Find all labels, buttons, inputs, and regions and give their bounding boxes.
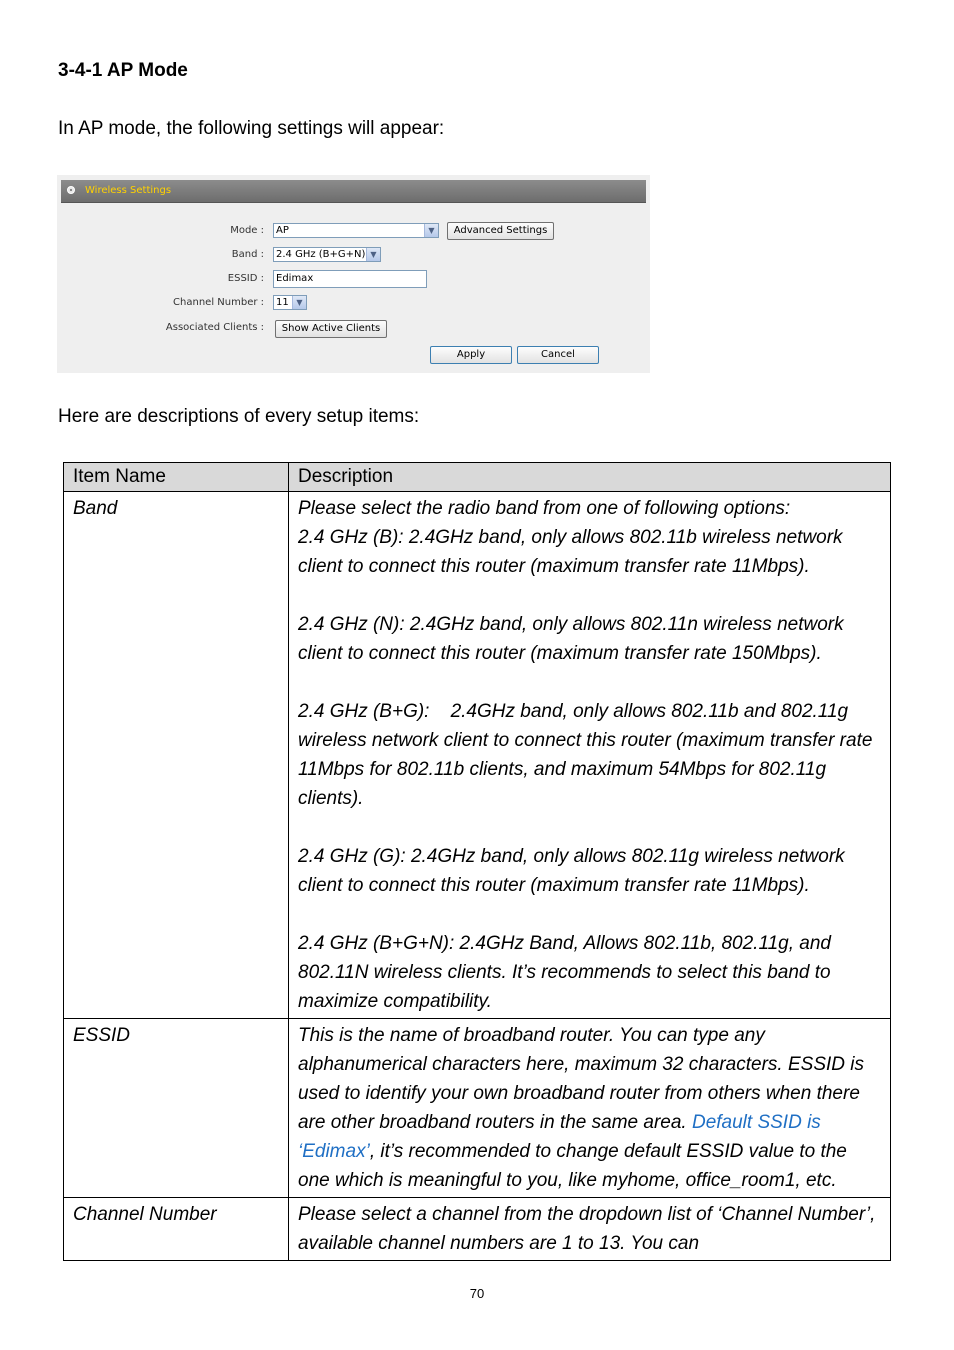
band-option-b: 2.4 GHz (B): 2.4GHz band, only allows 802.11b wireless network client to connect this router (maximum transfer rate 11Mbps).: [298, 527, 843, 577]
channel-value: 11: [276, 297, 289, 308]
band-label: Band :: [231, 249, 264, 260]
advanced-settings-button[interactable]: Advanced Settings: [447, 222, 554, 240]
intro-text: In AP mode, the following settings will appear:: [58, 118, 445, 139]
header-description: Description: [289, 463, 891, 492]
item-name-channel: Channel Number: [64, 1198, 289, 1261]
band-option-bgn: 2.4 GHz (B+G+N): 2.4GHz Band, Allows 802.11b, 802.11g, and 802.11N wireless clients. It’s recommends to select this band to maximize compatibility.: [298, 933, 832, 1012]
band-intro: Please select the radio band from one of following options:: [298, 498, 791, 519]
essid-label: ESSID :: [227, 273, 264, 284]
table-row: [64, 1198, 891, 1261]
chevron-down-icon: ▼: [424, 224, 438, 237]
mode-value: AP: [276, 225, 289, 236]
essid-text-before: This is the name of broadband router. You can type any alphanumerical characters here, maximum 32 characters. ESSID is used to identify your own broadband router from others when there are other broadband routers in the same area.: [298, 1025, 865, 1133]
band-select[interactable]: [273, 247, 381, 262]
apply-button[interactable]: Apply: [430, 346, 512, 364]
band-option-g: 2.4 GHz (G): 2.4GHz band, only allows 802.11g wireless network client to connect this router (maximum transfer rate 11Mbps).: [298, 846, 845, 896]
setup-items-table: [63, 462, 891, 1261]
channel-label: Channel Number :: [173, 297, 264, 308]
essid-default-highlight: Default SSID is ‘Edimax’: [298, 1112, 821, 1162]
header-item-name: Item Name: [64, 463, 289, 492]
section-heading: 3-4-1 AP Mode: [58, 60, 188, 81]
band-option-bg: 2.4 GHz (B+G): 2.4GHz band, only allows 802.11b and 802.11g wireless network client to connect this router (maximum transfer rate 11Mbps for 802.11b clients, and maximum 54Mbps for 802.11g clients).: [298, 701, 878, 809]
show-active-clients-button[interactable]: Show Active Clients: [275, 320, 387, 338]
essid-text-after: , it’s recommended to change default ESSID value to the one which is meaningful to you, like myhome, office_room1, etc.: [298, 1141, 847, 1191]
essid-input[interactable]: Edimax: [273, 270, 427, 288]
table-header-row: [64, 463, 891, 492]
item-desc-band: [289, 492, 891, 1019]
mode-select[interactable]: [273, 223, 439, 238]
descriptions-intro: Here are descriptions of every setup items:: [58, 406, 420, 427]
panel-title: Wireless Settings: [85, 185, 172, 196]
chevron-down-icon: ▼: [366, 248, 380, 261]
wireless-settings-screenshot: [57, 175, 650, 373]
panel-title-bar: [61, 180, 646, 203]
item-desc-essid: [289, 1019, 891, 1198]
item-desc-channel: Please select a channel from the dropdown list of ‘Channel Number’, available channel numbers are 1 to 13. You can: [289, 1198, 891, 1261]
channel-select[interactable]: [273, 295, 307, 310]
bullet-icon: [67, 186, 75, 194]
band-option-n: 2.4 GHz (N): 2.4GHz band, only allows 802.11n wireless network client to connect this router (maximum transfer rate 150Mbps).: [298, 614, 844, 664]
mode-label: Mode :: [230, 225, 264, 236]
item-name-essid: ESSID: [64, 1019, 289, 1198]
table-row: [64, 492, 891, 1019]
table-row: [64, 1019, 891, 1198]
chevron-down-icon: ▼: [292, 296, 306, 309]
band-value: 2.4 GHz (B+G+N): [276, 249, 366, 260]
page-number: 70: [469, 1286, 485, 1301]
item-name-band: Band: [64, 492, 289, 1019]
clients-label: Associated Clients :: [165, 322, 264, 333]
cancel-button[interactable]: Cancel: [517, 346, 599, 364]
